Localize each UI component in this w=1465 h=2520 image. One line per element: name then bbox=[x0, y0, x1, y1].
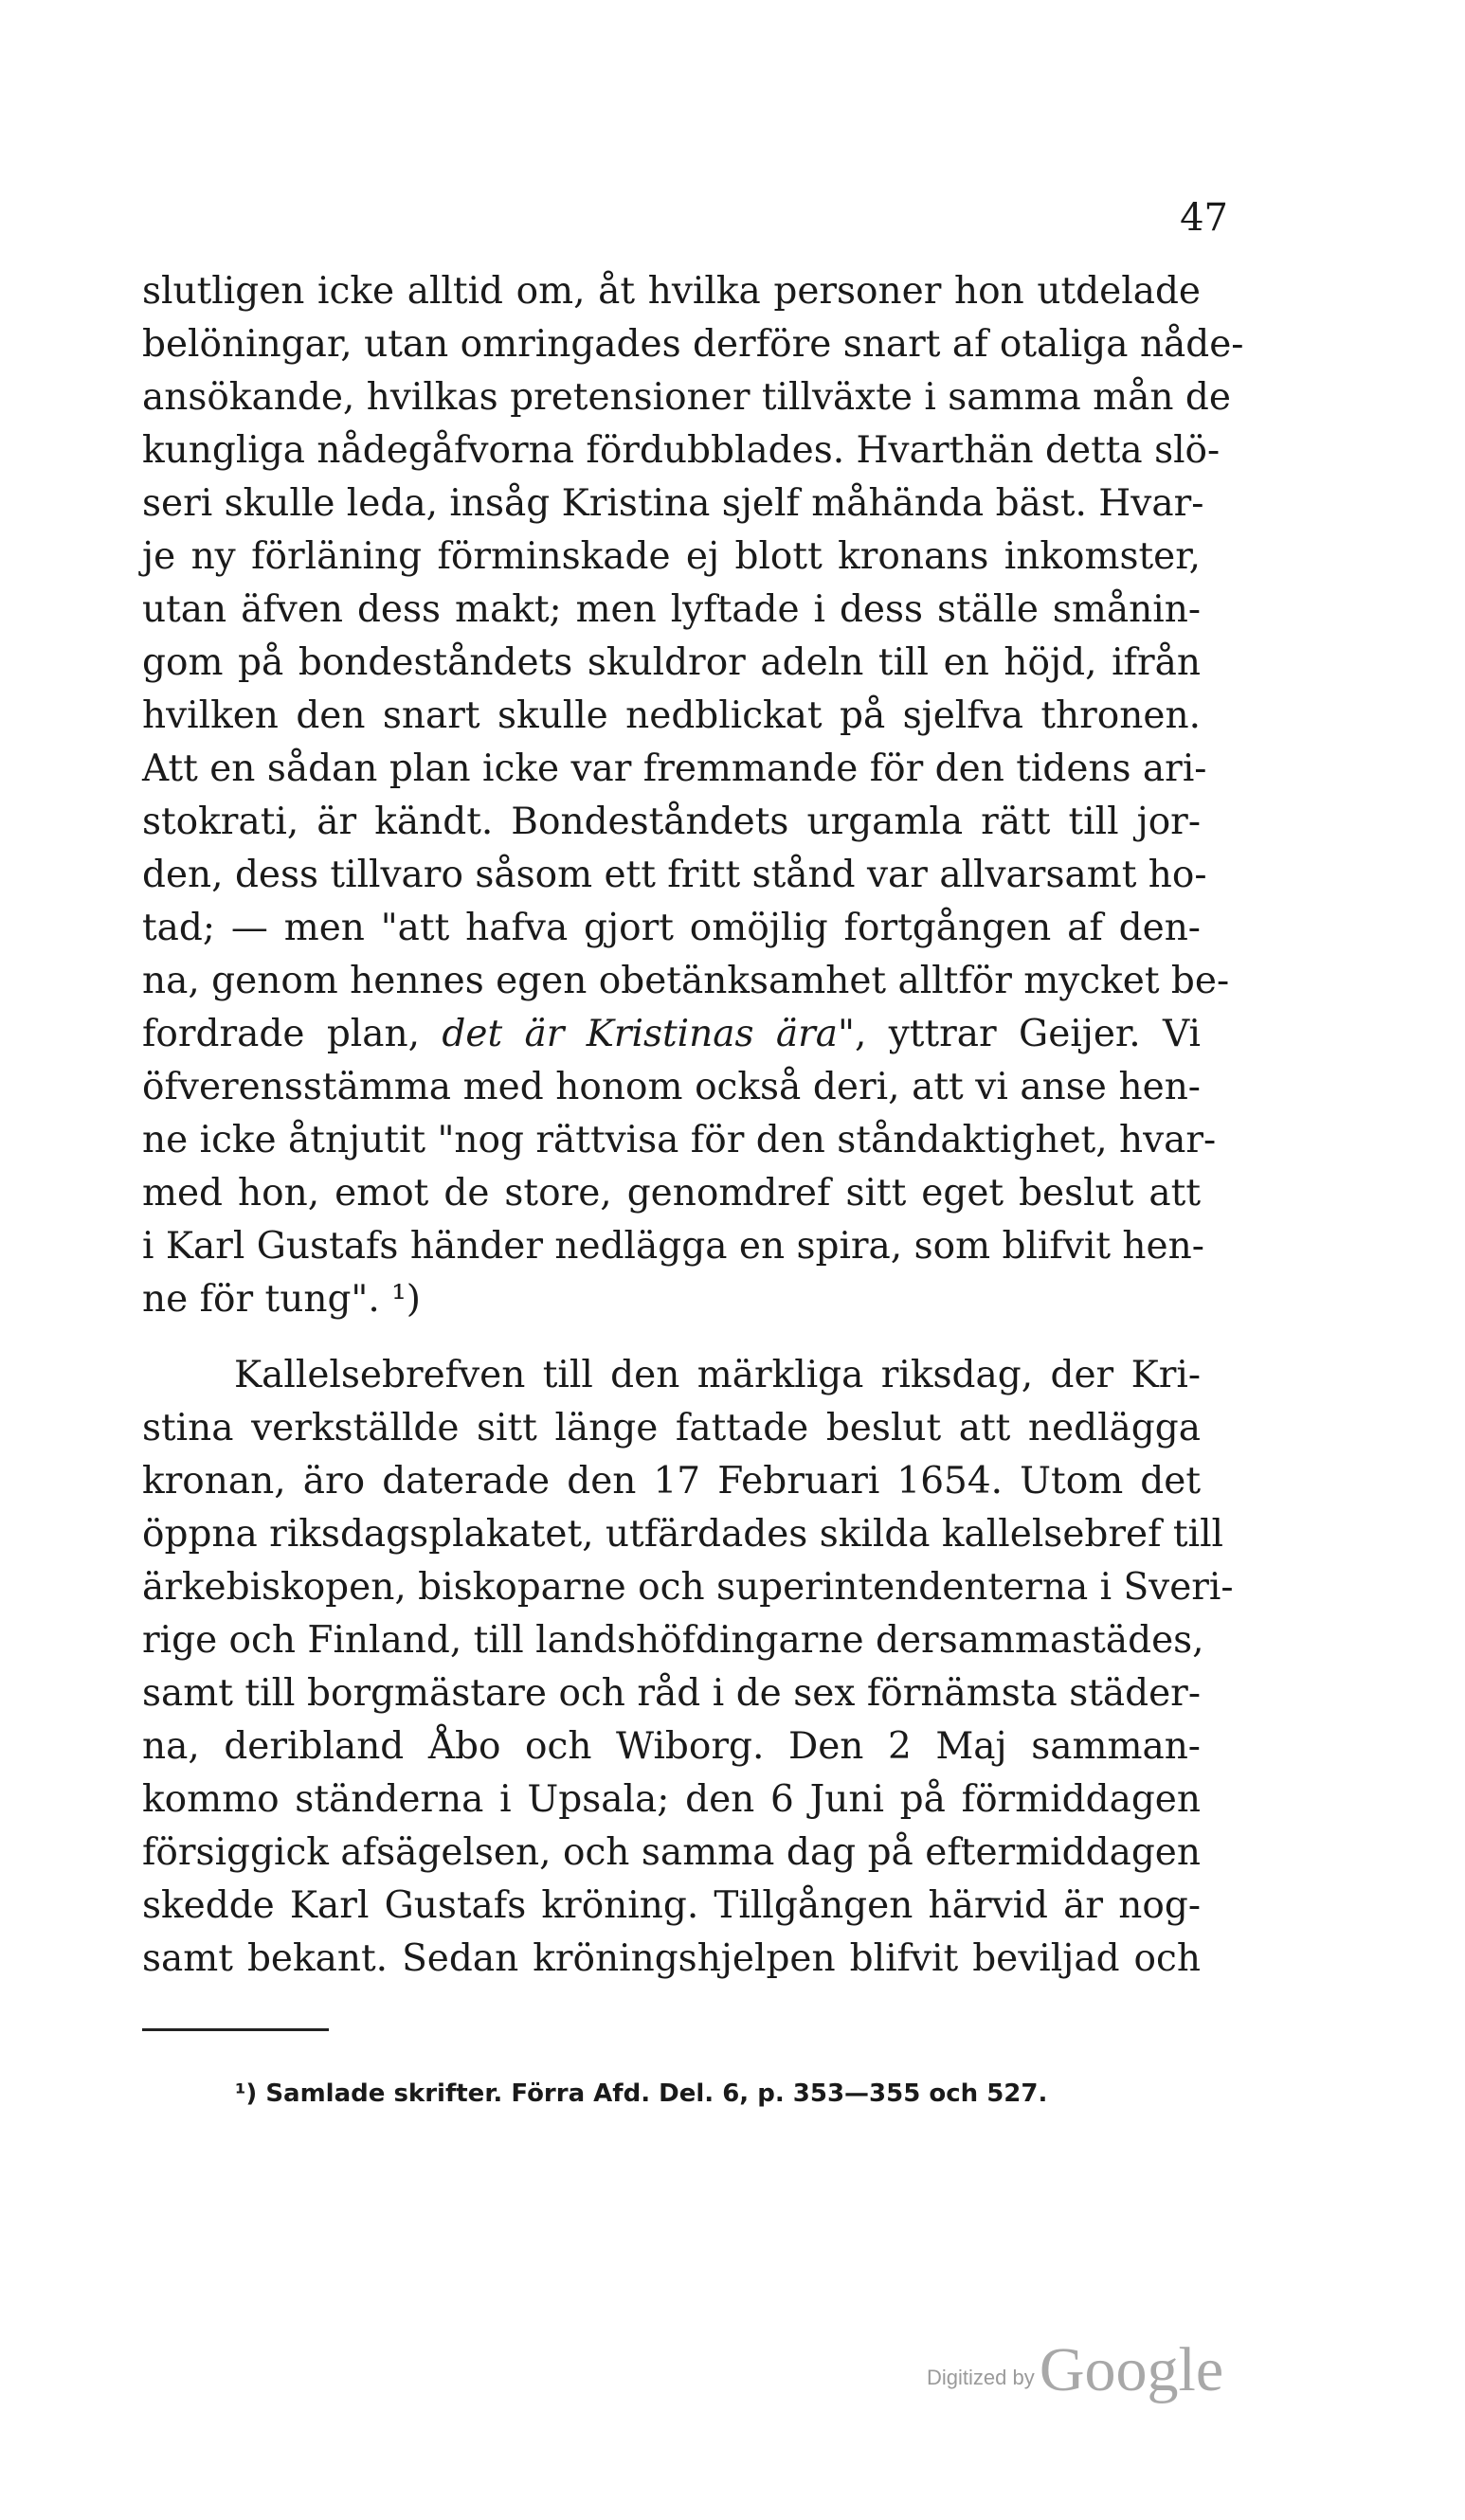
text-line: na, genom hennes egen obetänksamhet alltför mycket be- bbox=[142, 960, 1230, 1002]
text-line: slutligen icke alltid om, åt hvilka personer hon utdelade bbox=[142, 270, 1201, 313]
text-line: kronan, äro daterade den 17 Februari 1654. Utom det bbox=[142, 1460, 1201, 1503]
text-line: med hon, emot de store, genomdref sitt eget beslut att bbox=[142, 1172, 1201, 1215]
text-line: utan äfven dess makt; men lyftade i dess ställe smånin- bbox=[142, 588, 1201, 631]
text-line: öfverensstämma med honom också deri, att vi anse hen- bbox=[142, 1066, 1201, 1108]
footnote: ¹) Samlade skrifter. Förra Afd. Del. 6, p. 353—355 och 527. bbox=[235, 2079, 1048, 2108]
text-line: den, dess tillvaro såsom ett fritt stånd var allvarsamt ho- bbox=[142, 854, 1207, 896]
text-line: gom på bondeståndets skuldror adeln till en höjd, ifrån bbox=[142, 641, 1201, 684]
text-line: Att en sådan plan icke var fremmande för den tidens ari- bbox=[142, 747, 1207, 790]
google-logo: Google bbox=[1039, 2335, 1224, 2404]
text-line: kommo ständerna i Upsala; den 6 Juni på förmiddagen bbox=[142, 1778, 1201, 1821]
text-line: samt till borgmästare och råd i de sex förnämsta städer- bbox=[142, 1672, 1201, 1715]
watermark-prefix: Digitized by bbox=[927, 2366, 1035, 2389]
text-line: öppna riksdagsplakatet, utfärdades skilda kallelsebref till bbox=[142, 1513, 1224, 1556]
text-line bbox=[0, 1008, 1465, 1061]
text-line: stokrati, är kändt. Bondeståndets urgamla rätt till jor- bbox=[142, 801, 1201, 843]
digitized-by-google-watermark bbox=[927, 2334, 1223, 2406]
page-number: 47 bbox=[1180, 196, 1228, 240]
text-line: ärkebiskopen, biskoparne och superintendenterna i Sveri- bbox=[142, 1566, 1234, 1609]
text-line: stina verkställde sitt länge fattade beslut att nedlägga bbox=[142, 1407, 1201, 1449]
footnote-separator bbox=[142, 2028, 329, 2031]
text-line: skedde Karl Gustafs kröning. Tillgången härvid är nog- bbox=[142, 1884, 1201, 1927]
text-line: försiggick afsägelsen, och samma dag på eftermiddagen bbox=[142, 1831, 1201, 1874]
text-line: ne icke åtnjutit "nog rättvisa för den ståndaktighet, hvar- bbox=[142, 1119, 1217, 1161]
text-line: hvilken den snart skulle nedblickat på sjelfva thronen. bbox=[142, 694, 1201, 737]
text-line: na, deribland Åbo och Wiborg. Den 2 Maj samman- bbox=[142, 1725, 1201, 1768]
text-line: i Karl Gustafs händer nedlägga en spira, som blifvit hen- bbox=[142, 1225, 1204, 1268]
text-line: tad; — men "att hafva gjort omöjlig fortgången af den- bbox=[142, 907, 1201, 949]
text-line: ne för tung". ¹) bbox=[142, 1278, 422, 1321]
text-line: ansökande, hvilkas pretensioner tillväxte i samma mån de bbox=[142, 376, 1231, 419]
text-line: seri skulle leda, insåg Kristina sjelf måhända bäst. Hvar- bbox=[142, 482, 1204, 525]
text-line: rige och Finland, till landshöfdingarne dersammastädes, bbox=[142, 1619, 1204, 1662]
text-line: je ny förläning förminskade ej blott kronans inkomster, bbox=[142, 535, 1201, 578]
text-segment: fordrade plan, bbox=[142, 1013, 421, 1055]
text-segment: , yttrar Geijer. Vi bbox=[855, 1013, 1201, 1055]
text-line: Kallelsebrefven till den märkliga riksdag, der Kri- bbox=[234, 1354, 1201, 1396]
text-line: kungliga nådegåfvorna fördubblades. Hvarthän detta slö- bbox=[142, 429, 1221, 472]
italic-quote: det är Kristinas ära" bbox=[442, 1013, 855, 1055]
text-line: belöningar, utan omringades derföre snart af otaliga nåde- bbox=[142, 323, 1244, 366]
text-line: samt bekant. Sedan kröningshjelpen blifvit beviljad och bbox=[142, 1937, 1201, 1980]
